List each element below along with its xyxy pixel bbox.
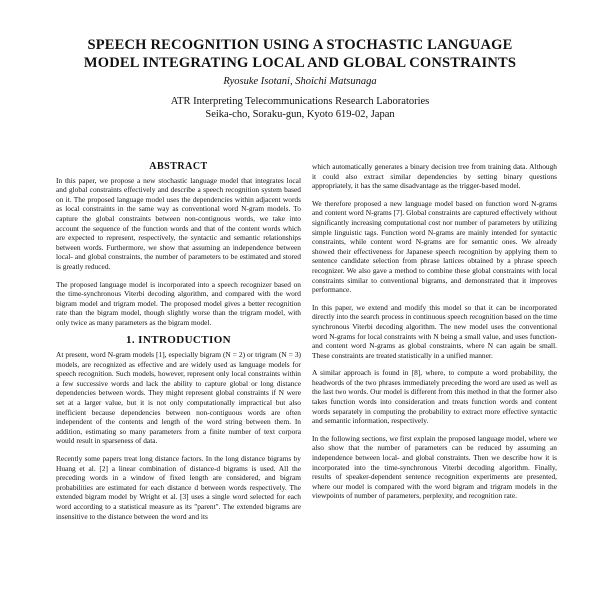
title-line-1: SPEECH RECOGNITION USING A STOCHASTIC LANGUAGE [87,37,513,53]
authors: Ryosuke Isotani, Shoichi Matsunaga [223,76,377,87]
right-paragraph-1: which automatically generates a binary decision tree from training data. Although it could also extract similar dependencies by setting binary questions appropriately, it has the same disadvantage as the trigger-based model. [312,162,557,191]
right-column [312,162,557,509]
abstract-heading: ABSTRACT [149,161,208,172]
abstract-paragraph-2: The proposed language model is incorporated into a speech recognizer based on the time-synchronous Viterbi decoding algorithm, and compared with the word bigram model and trigram model. The proposed model gives a better recognition rate than the bigram model, though slightly worse than the trigram model, with only twice as many parameters as the bigram model. [56,279,301,327]
affiliation-line-2: Seika-cho, Soraku-gun, Kyoto 619-02, Japan [205,109,395,120]
intro-paragraph-2: Recently some papers treat long distance factors. In the long distance bigrams by Huang et al. [2] a linear combination of distance-d bigrams is used. All the preceding words in a window of fixed length are considered, and bigram probabilities are estimated for each distance d between words respectively. The extended bigram model by Wright et al. [3] uses a single word selected for each word according to a statistical measure as its "parent". The extended bigrams are insensitive to the distance between the word and its [56,454,301,521]
right-paragraph-3: In this paper, we extend and modify this model so that it can be incorporated directly into the search process in continuous speech recognition based on the time synchronous Viterbi decoding algorithm. The new model uses the conventional word N-grams for local constraints with N being a small value, and uses function- and content word N-grams as global constraints, where N can again be small. These constraints are treated statistically in a unified manner. [312,302,557,360]
intro-paragraph-1: At present, word N-gram models [1], especially bigram (N = 2) or trigram (N = 3) models, are recognized as effective and are widely used as language models for speech recognition. Such models, however, represent only local constraints within a few successive words and lack the ability to capture global or long distance dependencies between words. They might represent global constraints if N were set at a larger value, but it is not only computationally impractical but also inefficient because dependencies between non-contiguous words are often independent of the contents and length of the word string between them. In addition, estimating so many parameters from a finite number of text corpora would result in sparseness of data. [56,350,301,446]
abstract-paragraph-1: In this paper, we propose a new stochastic language model that integrates local and global constraints effectively and describe a speech recognition system based on it. The proposed language model uses the dependencies within adjacent words as local constraints in the same way as conventional word N-gram models. To capture the global constraints between non-contiguous words, we take into account the sequence of the function words and that of the content words which are expected to represent, respectively, the syntactic and semantic relationships between words. Furthermore, we show that assuming an independence between local- and global constraints, the number of parameters to be estimated and stored is greatly reduced. [56,175,301,271]
title-line-2: MODEL INTEGRATING LOCAL AND GLOBAL CONSTRAINTS [83,55,517,71]
right-paragraph-5: In the following sections, we first explain the proposed language model, where we also show that the number of parameters can be reduced by assuming an independence between local- and global constraints. Then we describe how it is incorporated into the time-synchronous Viterbi decoding algorithm. Finally, results of speaker-dependent sentence recognition experiments are presented, where our model is compared with the word bigram and trigram models in the viewpoints of number of parameters, perplexity, and recognition rate. [312,433,557,501]
paper-title [40,36,560,72]
right-paragraph-4: A similar approach is found in [8], where, to compute a word probability, the headwords of the two phrases immediately preceding the word are used as well as the last two words. Our model is different from this method in that the former also takes function words into consideration and treats function words and content words separately in computing the probability to extract more effective syntactic and semantic information, respectively. [312,368,557,426]
left-column [56,162,301,529]
introduction-heading: 1. INTRODUCTION [125,333,231,346]
right-paragraph-2: We therefore proposed a new language model based on function word N-grams and content word N-grams [7]. Global constraints are captured effectively without significantly increasing computational cost nor number of parameters by utilizing simple linguistic tags. Function word N-grams are mainly intended for syntactic constraints, while content word N-grams are for semantic ones. We already showed their effectiveness for Japanese speech recognition by applying them to sentence candidate selection from phrase lattices obtained by a phrase speech recognizer. We also gave a method to combine these global constraints with local constraints similar to conventional bigrams, and demonstrated that it improves performance. [312,198,557,295]
affiliation [40,95,560,121]
affiliation-line-1: ATR Interpreting Telecommunications Research Laboratories [170,96,430,107]
